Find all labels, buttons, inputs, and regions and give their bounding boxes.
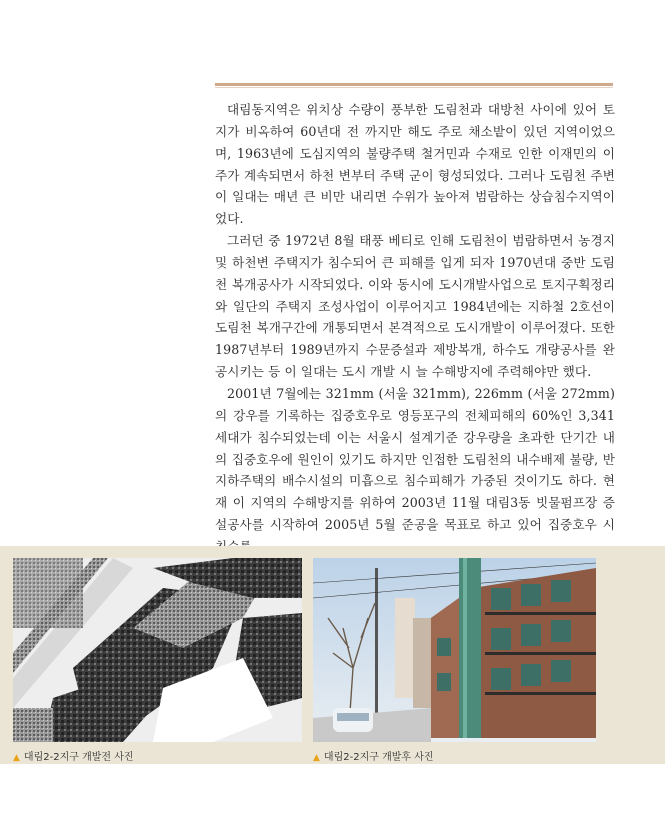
photo-after-image (313, 558, 596, 742)
paragraph-3: 2001년 7월에는 321mm (서울 321mm), 226mm (서울 272mm)의 강우를 기록하는 집중호우로 영등포구의 전체피해의 60%인 3,341세대가 침수되었는데 이는 서울시 설계기준 강우량을 초과한 단기간 내의 집중호우에 원인이 있기도 하지만 인접한 도림천의 내수배제 불량, 반지하주택의 배수시설의 미흡으로 침수피해가 가중된 것이기도 하다. 현재 이 지역의 수해방지를 위하여 2003년 11월 대림3동 빗물펌프장 증설공사를 시작하여 2005년 5월 준공을 목표로 하고 있어 집중호우 시 (215, 385, 615, 533)
photo-before-image (13, 558, 302, 742)
paragraph-1: 대림동지역은 위치상 수량이 풍부한 도림천과 대방천 사이에 있어 토지가 비옥하여 60년대 전 까지만 해도 주로 채소밭이 있던 지역이었으며, 1963년에 도심지역의 불량주택 철거민과 수재로 인한 이재민의 이주가 계속되면서 하천 변부터 주택 군이 형성되었다. 그러나 도림천 주변 이 일대는 매년 큰 비만 내리면 수위가 높아져 범람하는 상습침수지역이었다. (215, 102, 615, 227)
header-rule-secondary (215, 87, 613, 88)
paragraph-2: 그러던 중 1972년 8월 태풍 베티로 인해 도림천이 범람하면서 농경지 및 하천변 주택지가 침수되어 큰 피해를 입게 되자 1970년대 중반 도림천 복개공사가 시작되었다. 이와 동시에 도시개발사업으로 토지구획정리와 일단의 주택지 조성사업이 이루어지고 1984년에는 지하철 2호선이 도림천 복개구간에 개통되면서 본격적으로 도시개발이 이루어졌다. 또한 1987년부터 1989년까지 수문증설과 제방복개, 하수도 개량공사를 완공시키는 등 이 일대는 도시 개발 시 늘 수해방지에 주력해야만 했다. (215, 233, 615, 380)
caption-before-text: 대림2-2지구 개발전 사진 (23, 752, 134, 763)
article-body (215, 99, 615, 558)
caption-before (13, 748, 134, 763)
caption-triangle-icon: ▲ (13, 753, 20, 763)
photo-after-development (313, 558, 596, 742)
caption-after (313, 748, 434, 763)
caption-triangle-icon: ▲ (313, 753, 320, 763)
photo-before-development (13, 558, 302, 742)
header-rule (215, 83, 613, 86)
caption-after-text: 대림2-2지구 개발후 사진 (323, 752, 434, 763)
